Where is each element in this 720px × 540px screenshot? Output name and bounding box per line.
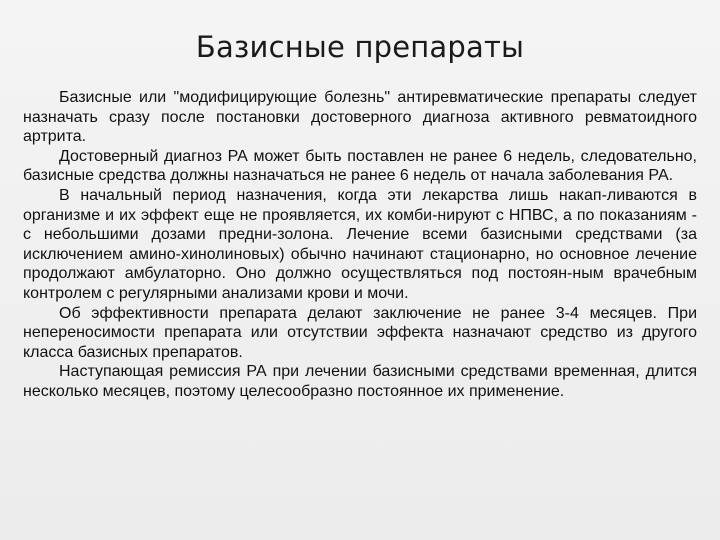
paragraph-4: Об эффективности препарата делают заключение не ранее 3-4 месяцев. При непереносимости препарата или отсутствии эффекта назначают средство из другого класса базисных препаратов. — [23, 304, 697, 361]
paragraph-3: В начальный период назначения, когда эти лекарства лишь накап-ливаются в организме и их эффект еще не проявляется, их комби-нируют с НПВС, а по показаниям - с небольшими дозами предни-золона. Лечение всеми базисными средствами (за исключением амино-хинолиновых) обычно начинают стационарно, но основное лечение продолжают амбулаторно. Оно должно осуществляться под постоян-ным врачебным контролем с регулярными анализами крови и мочи. — [23, 186, 697, 302]
slide-body — [23, 88, 697, 402]
slide-title: Базисные препараты — [195, 30, 525, 64]
paragraph-2: Достоверный диагноз РА может быть поставлен не ранее 6 недель, следовательно, базисные средства должны назначаться не ранее 6 недель от начала заболевания РА. — [23, 147, 697, 185]
paragraph-5: Наступающая ремиссия РА при лечении базисными средствами временная, длится несколько месяцев, поэтому целесообразно постоянное их применение. — [23, 363, 697, 400]
paragraph-1: Базисные или "модифицирующие болезнь" антиревматические препараты следует назначать сразу после постановки достоверного диагноза активного ревматоидного артрита. — [23, 89, 697, 146]
